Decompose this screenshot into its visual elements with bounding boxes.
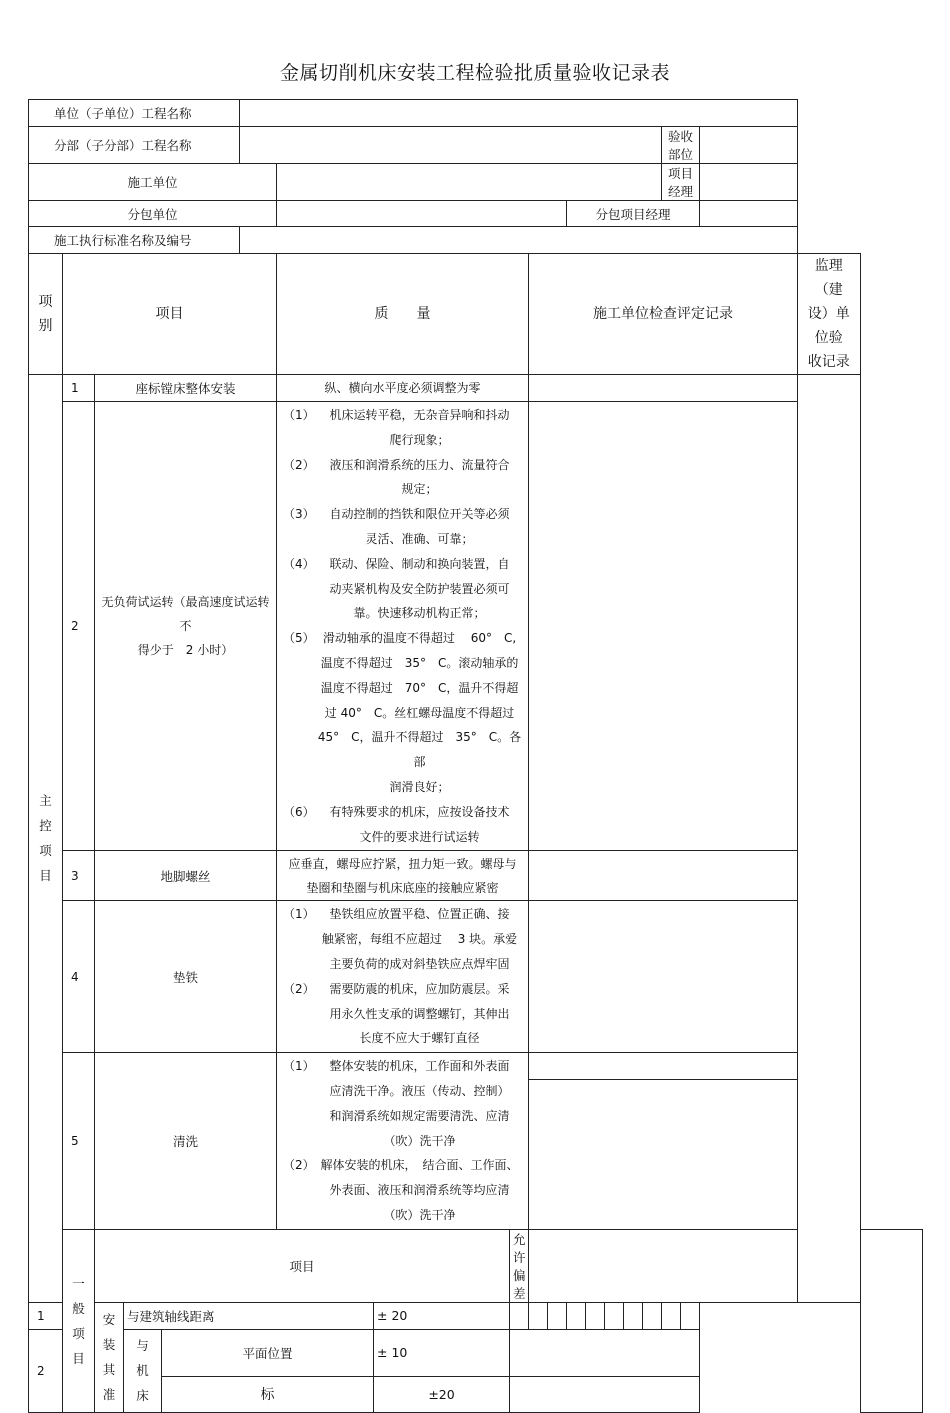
- measure-cell[interactable]: [624, 1302, 643, 1329]
- row-number: 5: [63, 1053, 95, 1230]
- subdivision-name-value[interactable]: [240, 127, 662, 164]
- general-items-label: 一 般 项 目: [63, 1229, 95, 1412]
- item-name: 无负荷试运转（最高速度试运转不 得少于 2 小时）: [95, 402, 277, 851]
- measure-cell[interactable]: [643, 1302, 662, 1329]
- inspection-header: 施工单位检查评定记录: [529, 254, 798, 375]
- item-header: 项目: [63, 254, 277, 375]
- measure-cell[interactable]: [605, 1302, 624, 1329]
- row-number: 3: [63, 851, 95, 901]
- row-number: 1: [29, 1302, 63, 1329]
- construction-unit-value[interactable]: [277, 164, 662, 201]
- machine-relation-label: 与 机 床: [124, 1329, 162, 1412]
- quality-header: 质 量: [277, 254, 529, 375]
- project-manager-value[interactable]: [700, 164, 798, 201]
- subcontract-unit-value[interactable]: [277, 201, 567, 227]
- standard-label: 施工执行标准名称及编号: [29, 227, 240, 254]
- measure-cell[interactable]: [548, 1302, 567, 1329]
- item-name: 座标镗床整体安装: [95, 375, 277, 402]
- item-name: 地脚螺丝: [95, 851, 277, 901]
- supervision-record-cell[interactable]: [860, 1229, 922, 1412]
- measure-cell[interactable]: [586, 1302, 605, 1329]
- inspection-record-cell[interactable]: [529, 851, 798, 901]
- supervision-header: 监理（建 设）单位验 收记录: [798, 254, 860, 375]
- page-title: 金属切削机床安装工程检验批质量验收记录表: [279, 62, 670, 84]
- item-name: 标: [162, 1376, 374, 1412]
- subcontract-manager-label: 分包项目经理: [567, 201, 700, 227]
- standard-value[interactable]: [240, 227, 798, 254]
- quality-requirement: 应垂直，螺母应拧紧，扭力矩一致。螺母与 垫圈和垫圈与机床底座的接触应紧密: [277, 851, 529, 901]
- item-name: 垫铁: [95, 901, 277, 1053]
- row-number: 2: [63, 402, 95, 851]
- general-item-header: 项目: [95, 1229, 510, 1302]
- quality-requirement: （1） 垫铁组应放置平稳、位置正确、接 触紧密，每组不应超过 3 块。承爱 主要负荷的成对斜垫铁应点焊牢固 （2） 需要防震的机床，应加防震层。采 用永久性支承的调整螺钉，其伸出 长度不应大于螺钉直径: [277, 901, 529, 1053]
- subdivision-name-label: 分部（子分部）工程名称: [29, 127, 240, 164]
- row-number: 2: [29, 1329, 63, 1412]
- inspection-record-cell[interactable]: [529, 1229, 798, 1302]
- main-control-label: 主 控 项 目: [29, 375, 63, 1303]
- item-name: 与建筑轴线距离: [124, 1302, 374, 1329]
- subcontract-unit-label: 分包单位: [29, 201, 277, 227]
- inspection-record-cell[interactable]: [510, 1329, 700, 1376]
- item-name: 清洗: [95, 1053, 277, 1230]
- measure-cell[interactable]: [529, 1302, 548, 1329]
- accept-part-label: 验收部位: [662, 127, 700, 164]
- row-number: 1: [63, 375, 95, 402]
- subcontract-manager-value[interactable]: [700, 201, 798, 227]
- quality-requirement: （1） 整体安装的机床，工作面和外表面 应清洗干净。液压（传动、控制） 和润滑系统如规定需要清洗、应清 （吹）洗干净 （2） 解体安装的机床， 结合面、工作面、 外表面、液压和润滑系统等均应清 （吹）洗干净: [277, 1053, 529, 1230]
- inspection-record-cell[interactable]: [529, 1053, 798, 1080]
- measure-cell[interactable]: [662, 1302, 681, 1329]
- quality-requirement: 纵、横向水平度必须调整为零: [277, 375, 529, 402]
- measure-cell[interactable]: [681, 1302, 700, 1329]
- unit-name-value[interactable]: [240, 100, 798, 127]
- category-header: 项 别: [29, 254, 63, 375]
- inspection-record-cell[interactable]: [529, 402, 798, 851]
- measure-cell[interactable]: [567, 1302, 586, 1329]
- inspection-record-cell[interactable]: [529, 1080, 798, 1229]
- install-basis-label: 安 装 其 准: [95, 1302, 124, 1412]
- inspection-record-cell[interactable]: [529, 901, 798, 1053]
- measure-cell[interactable]: [510, 1302, 529, 1329]
- construction-unit-label: 施工单位: [29, 164, 277, 201]
- quality-requirement: （1） 机床运转平稳，无杂音异响和抖动 爬行现象； （2） 液压和润滑系统的压力、流量符合 规定； （3） 自动控制的挡铁和限位开关等必须 灵活、准确、可靠； （4） 联动、保险、制动和换向装置，自 动夹紧机构及安全防护装置必须可 靠。快速移动机构正常； （5） 滑动轴承的温度不得超过 60° C, 温度不得超过 35° C。滚动轴承的 温度不得超过 70° C，温升不得超 过 40° C。丝杠螺母温度不得超过 45° C，温升不得超过 35° C。各部 润滑良好； （6） 有特殊要求的机床，应按设备技术 文件的要求进行试运转: [277, 402, 529, 851]
- project-manager-label: 项目经理: [662, 164, 700, 201]
- tolerance-value: ±20: [374, 1376, 510, 1412]
- tolerance-value: ± 10: [374, 1329, 510, 1376]
- inspection-record-table: [28, 99, 923, 1413]
- tolerance-value: ± 20: [374, 1302, 510, 1329]
- item-name: 平面位置: [162, 1329, 374, 1376]
- row-number: 4: [63, 901, 95, 1053]
- inspection-record-cell[interactable]: [529, 375, 798, 402]
- unit-name-label: 单位（子单位）工程名称: [29, 100, 240, 127]
- supervision-record-cell[interactable]: [798, 375, 860, 1303]
- tolerance-header: 允许偏差: [510, 1229, 529, 1302]
- accept-part-value[interactable]: [700, 127, 798, 164]
- inspection-record-cell[interactable]: [510, 1376, 700, 1412]
